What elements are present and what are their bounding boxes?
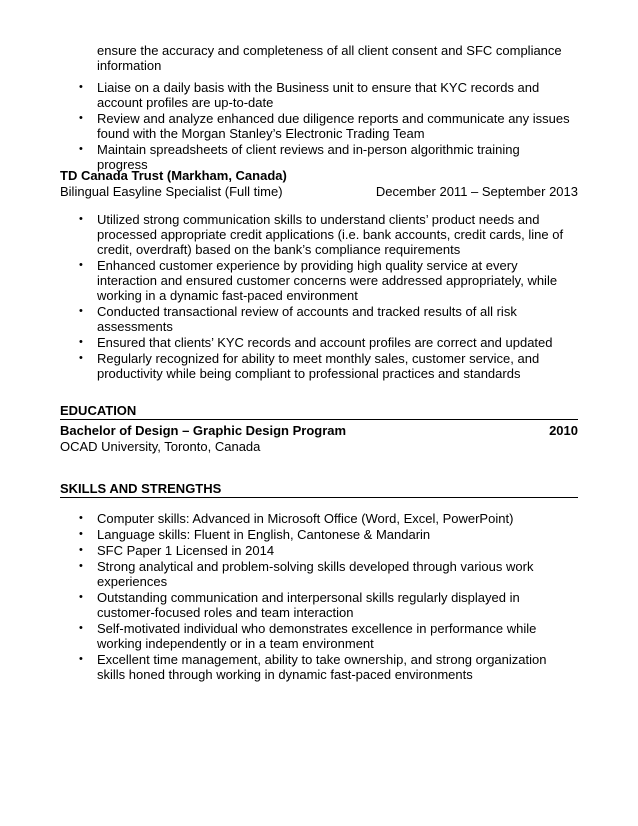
bullet-icon: • [79, 305, 83, 317]
job-title: Bilingual Easyline Specialist (Full time) [60, 184, 283, 199]
list-item: • Review and analyze enhanced due diligence reports and communicate any issues found with the Morgan Stanley’s Electronic Trading Team [79, 111, 570, 141]
list-item: • Outstanding communication and interpersonal skills regularly displayed in customer-focused roles and team interaction [79, 590, 520, 620]
continuation-text [0, 43, 562, 73]
list-item: • Language skills: Fluent in English, Cantonese & Mandarin [79, 527, 431, 542]
prior-job-bullets [60, 80, 570, 172]
job-title-row [60, 184, 578, 200]
list-item: • Liaise on a daily basis with the Business unit to ensure that KYC records and account profiles are up-to-date [79, 80, 540, 110]
list-item: • Excellent time management, ability to take ownership, and strong organization skills honed through working in dynamic fast-paced environments [79, 652, 547, 682]
bullet-icon: • [79, 512, 83, 524]
list-item: • Maintain spreadsheets of client reviews and in-person algorithmic training progress [79, 142, 520, 172]
list-item: • Enhanced customer experience by providing high quality service at every interaction and ensured customer concerns were addressed appropriately, while working in a dynamic fast-paced environment [79, 258, 558, 303]
list-item: • Conducted transactional review of accounts and tracked results of all risk assessments [79, 304, 517, 334]
bullet-icon: • [79, 528, 83, 540]
bullet-icon: • [79, 591, 83, 603]
list-item: • Utilized strong communication skills to understand clients’ product needs and processed appropriate credit applications (i.e. bank accounts, credit cards, line of credit, overdraft) based on the bank’s compliance requirements [79, 212, 564, 257]
job-dates: December 2011 – September 2013 [375, 184, 578, 199]
company-name: TD Canada Trust (Markham, Canada) [60, 168, 287, 183]
continuation-line: information [97, 58, 162, 73]
bullet-icon: • [79, 143, 83, 155]
bullet-icon: • [79, 622, 83, 634]
bullet-icon: • [79, 544, 83, 556]
bullet-icon: • [79, 352, 83, 364]
bullet-icon: • [79, 653, 83, 665]
bullet-icon: • [79, 112, 83, 124]
skills-bullets [60, 511, 570, 682]
bullet-icon: • [79, 336, 83, 348]
list-item: • SFC Paper 1 Licensed in 2014 [79, 543, 275, 558]
list-item: • Self-motivated individual who demonstrates excellence in performance while working independently or in a team environment [79, 621, 537, 651]
bullet-icon: • [79, 560, 83, 572]
bullet-icon: • [79, 259, 83, 271]
list-item: • Strong analytical and problem-solving skills developed through various work experiences [79, 559, 534, 589]
continuation-line: ensure the accuracy and completeness of all client consent and SFC compliance [97, 43, 562, 58]
job-header [60, 168, 578, 200]
school-name: OCAD University, Toronto, Canada [60, 439, 261, 454]
graduation-year: 2010 [549, 423, 578, 438]
list-item: • Ensured that clients’ KYC records and account profiles are correct and updated [79, 335, 553, 350]
education-entry [60, 423, 578, 455]
list-item: • Computer skills: Advanced in Microsoft Office (Word, Excel, PowerPoint) [79, 511, 514, 526]
degree-name: Bachelor of Design – Graphic Design Program [60, 423, 347, 438]
bullet-icon: • [79, 81, 83, 93]
education-heading: EDUCATION [60, 403, 578, 420]
skills-heading: SKILLS AND STRENGTHS [60, 481, 578, 498]
degree-row [60, 423, 578, 439]
list-item: • Regularly recognized for ability to meet monthly sales, customer service, and productivity while being compliant to professional practices and standards [79, 351, 540, 381]
bullet-icon: • [79, 213, 83, 225]
job-bullets [60, 212, 570, 381]
